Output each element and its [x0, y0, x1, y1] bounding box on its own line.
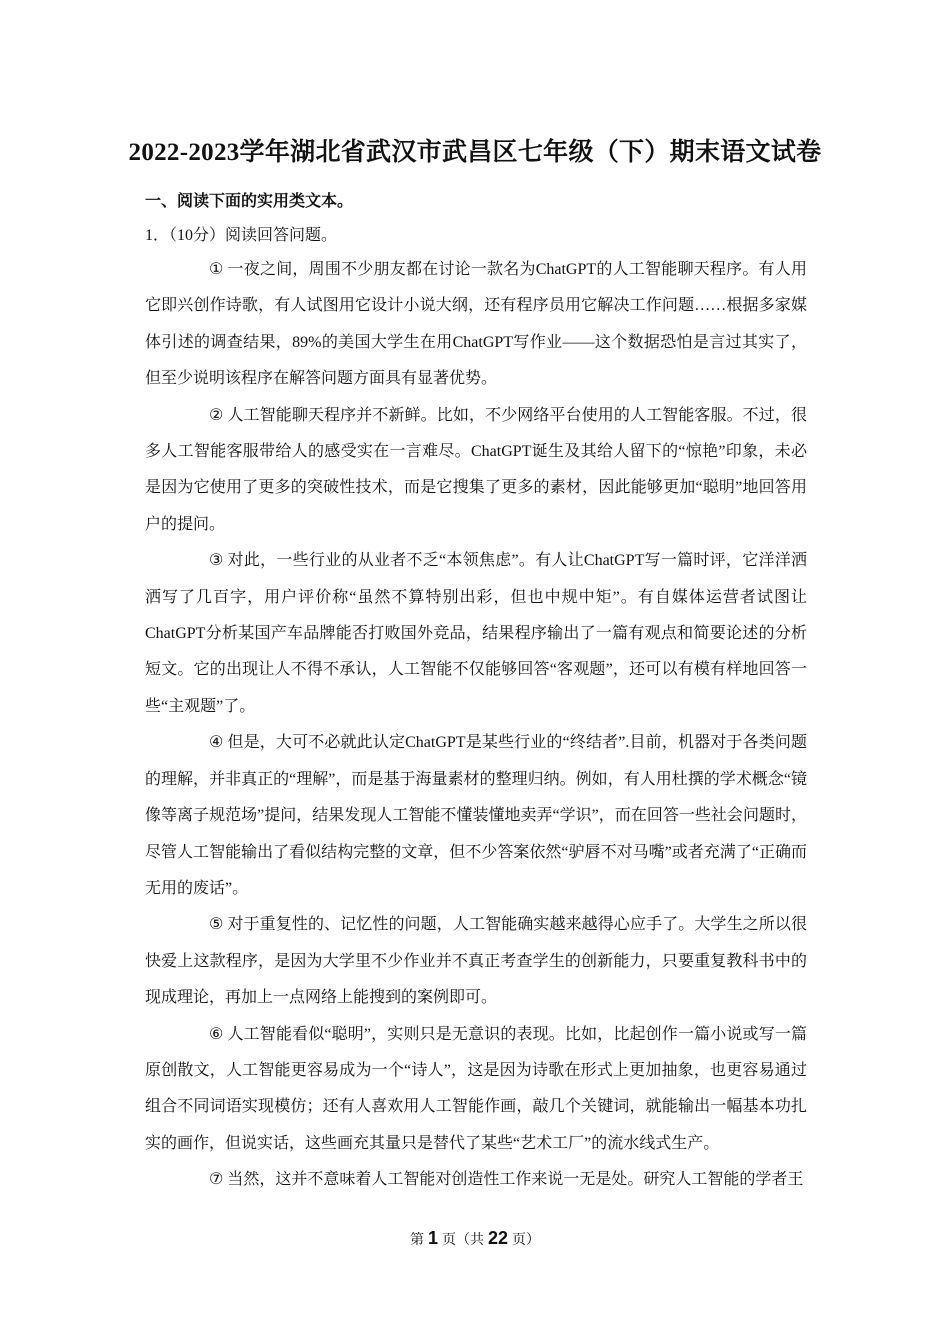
paragraph-marker: ⑥: [209, 1025, 224, 1043]
paragraph-1: [145, 252, 807, 398]
paragraph-5: [145, 907, 807, 1016]
paragraph-text: 人工智能聊天程序并不新鲜。比如，不少网络平台使用的人工智能客服。不过，很多人工智能客服带给人的感受实在一言难尽。ChatGPT诞生及其给人留下的“惊艳”印象，未必是因为它使用了更多的突破性技术，而是它搜集了更多的素材，因此能够更加“聪明”地回答用户的提问。: [145, 406, 807, 533]
section-heading: 一、阅读下面的实用类文本。: [145, 193, 354, 210]
paragraph-text: 当然，这并不意味着人工智能对创造性工作来说一无是处。研究人工智能的学者王: [223, 1171, 804, 1189]
paragraph-3: [145, 543, 807, 725]
paragraph-2: [145, 398, 807, 544]
paragraph-text: 但是，大可不必就此认定ChatGPT是某些行业的“终结者”.目前，机器对于各类问题的理解，并非真正的“理解”，而是基于海量素材的整理归纳。例如，有人用杜撰的学术概念“镜像等离子规范场”提问，结果发现人工智能不懂装懂地卖弄“学识”，而在回答一些社会问题时，尽管人工智能输出了看似结构完整的文章，但不少答案依然“驴唇不对马嘴”或者充满了“正确而无用的废话”。: [145, 734, 807, 897]
footer-prefix: 第: [409, 1233, 424, 1248]
footer-suffix: 页）: [512, 1233, 541, 1248]
paragraph-text: 对此，一些行业的从业者不乏“本领焦虑”。有人让ChatGPT写一篇时评，它洋洋洒洒写了几百字，用户评价称“虽然不算特别出彩，但也中规中矩”。有自媒体运营者试图让ChatGPT分析某国产车品牌能否打败国外竞品，结果程序输出了一篇有观点和简要论述的分析短文。它的出现让人不得不承认，人工智能不仅能够回答“客观题”，还可以有模有样地回答一些“主观题”了。: [145, 552, 807, 715]
paragraph-marker: ③: [209, 552, 224, 570]
paragraph-text: 对于重复性的、记忆性的问题，人工智能确实越来越得心应手了。大学生之所以很快爱上这款程序，是因为大学里不少作业并不真正考查学生的创新能力，只要重复教科书中的现成理论，再加上一点网络上能搜到的案例即可。: [145, 916, 807, 1007]
paragraph-marker: ②: [209, 406, 224, 424]
question-number: 1．: [145, 227, 170, 244]
paragraph-marker: ⑤: [209, 916, 224, 934]
paragraph-6: [145, 1017, 807, 1163]
reading-passage: [145, 252, 807, 1199]
footer-middle: 页（共: [441, 1233, 484, 1248]
footer-page-number: 1: [427, 1228, 438, 1248]
page-title: 2022-2023学年湖北省武汉市武昌区七年级（下）期末语文试卷: [128, 139, 822, 166]
paragraph-7: [145, 1162, 807, 1198]
paragraph-4: [145, 725, 807, 907]
page-footer: [0, 1228, 950, 1249]
question-points: （10分）: [169, 227, 226, 244]
footer-total-pages: 22: [487, 1228, 509, 1248]
paragraph-text: 人工智能看似“聪明”，实则只是无意识的表现。比如，比起创作一篇小说或写一篇原创散文，人工智能更容易成为一个“诗人”，这是因为诗歌在形式上更加抽象，也更容易通过组合不同词语实现模仿；还有人喜欢用人工智能作画，敲几个关键词，就能输出一幅基本功扎实的画作，但说实话，这些画充其量只是替代了某些“艺术工厂”的流水线式生产。: [145, 1025, 807, 1152]
paragraph-marker: ⑦: [209, 1171, 224, 1189]
question-header: [145, 222, 337, 245]
question-prompt: 阅读回答问题。: [225, 227, 338, 244]
paragraph-text: 一夜之间，周围不少朋友都在讨论一款名为ChatGPT的人工智能聊天程序。有人用它即兴创作诗歌，有人试图用它设计小说大纲，还有程序员用它解决工作问题……根据多家媒体引述的调查结果，89%的美国大学生在用ChatGPT写作业——这个数据恐怕是言过其实了，但至少说明该程序在解答问题方面具有显著优势。: [145, 261, 807, 388]
paragraph-marker: ④: [209, 734, 224, 752]
paragraph-marker: ①: [209, 261, 224, 278]
